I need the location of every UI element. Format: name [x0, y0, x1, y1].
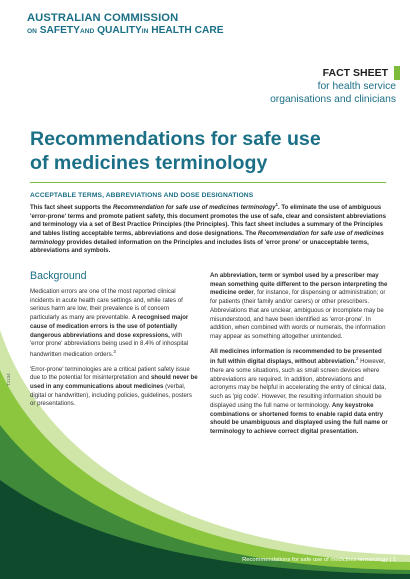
background-column	[30, 270, 198, 415]
right-paragraph-1: An abbreviation, term or symbol used by a prescriber may mean something quite different to the person interpreting the medicine order, for instance, for dispensing or administration; or for patients (their family and/or carers) or other prescribers. Abbreviations that are unclear, ambiguous or incomplete may be misunderstood, and have been identified as 'error-prone'. In addition, when combined with words or numerals, the information may appear as something altogether unintended.	[210, 272, 388, 340]
background-heading: Background	[30, 270, 87, 282]
commission-logo	[27, 12, 224, 36]
page-footer: Recommendations for safe use of medicines terminology | 1	[242, 557, 396, 563]
right-paragraph-2: All medicines information is recommended to be presented in full within digital displays, without abbreviation.$^2$ However, there are some situations, such as small screen devices where abbreviations are required. In addition, abbreviations and acronyms may be helpful in accelerating the entry of clinical data, such as 'pig code'. However, the resulting information should be displayed using the full name or terminology. Any keystroke combinations or shortened forms to enable rapid data entry should be unambiguous and displayed using the full name or terminology to achieve correct digital presentation.	[210, 347, 388, 435]
right-column	[210, 272, 388, 443]
audience-line-2: organisations and clinicians	[270, 94, 396, 106]
background-paragraph-1: Medication errors are one of the most reported clinical incidents in acute health care settings and, while rates of serious harm are low, their prevalence is of concern particularly as many are preventable. A recognised major cause of medication errors is the use of potentially dangerous abbreviations and dose expressions, with 'error prone' abbreviations being used in 8.4% of inhospital handwritten medication orders.$^3$	[30, 288, 189, 358]
reference-link-2[interactable]: Recommendation for safe use of medicines terminology	[30, 229, 384, 246]
audience-line-1: for health service	[317, 81, 396, 92]
intro-heading: ACCEPTABLE TERMS, ABBREVIATIONS AND DOSE DESIGNATIONS	[30, 192, 254, 199]
logo-line-2: ON SAFETYAND QUALITYIN HEALTH CARE	[27, 24, 224, 36]
page-title: Recommendations for safe use of medicines terminology	[30, 128, 321, 174]
document-code: T1134	[6, 373, 11, 386]
logo-line-1: AUSTRALIAN COMMISSION	[27, 12, 179, 24]
background-paragraph-2: 'Error-prone' terminologies are a critical patient safety issue due to the potential for misinterpretation and should never be used in any communications about medicines (verbal, digital or handwritten), including policies, guidelines, posters or presentations.	[30, 365, 198, 408]
intro-box	[30, 182, 386, 256]
reference-link[interactable]: Recommendation for safe use of medicines terminology	[112, 204, 276, 212]
fact-sheet-label: FACT SHEET	[322, 67, 388, 79]
intro-paragraph: This fact sheet supports the Recommendation for safe use of medicines terminology$^1$. To eliminate the use of ambiguous 'error-prone' terms and promote patient safety, this document promotes the use of safe, clear and consistent abbreviations and terminology via a set of Best Practice Principles (the Principles). This fact sheet includes a summary of the Principles and tables listing acceptable terms, abbreviations and dose designations. The Recommendation for safe use of medicines terminology provides detailed information on the Principles and includes lists of 'error prone' or unacceptable terms, abbreviations and symbols.	[30, 202, 386, 255]
fact-sheet-header	[228, 66, 396, 106]
green-accent-bar	[394, 66, 400, 80]
